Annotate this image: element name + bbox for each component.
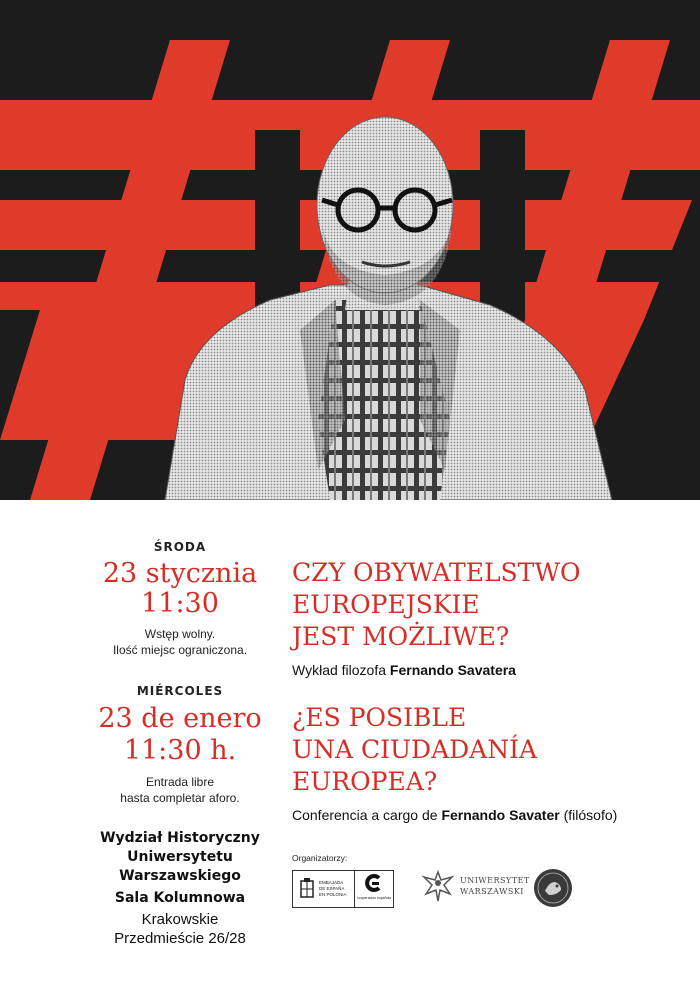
entry-note-pl-2: Ilość miejsc ograniczona. (112, 643, 248, 657)
embassy-line-1: EMBAJADA (319, 880, 344, 885)
cooperation-icon (364, 874, 382, 892)
entry-note-es-2: hasta completar aforo. (120, 791, 240, 805)
uw-name-line-1: UNIWERSYTET (460, 876, 530, 885)
subtitle-es (292, 807, 617, 823)
eagle-icon (420, 868, 456, 904)
venue-line-2: Uniwersytetu (127, 849, 233, 865)
subtitle-pl-prefix: Wykład filozofa (292, 662, 390, 678)
cooperation-label: cooperación española (357, 896, 392, 900)
venue-room: Sala Kolumnowa (114, 890, 246, 906)
hero-red-block-right (560, 130, 700, 170)
uw-name-line-2: WARSZAWSKI (460, 887, 524, 896)
venue-line-1: Wydział Historyczny (100, 830, 260, 846)
organizers-label: Organizatorzy: (292, 853, 348, 863)
time-es: 11:30 h. (123, 735, 237, 766)
hero-black-top (0, 0, 700, 100)
venue-street-1: Krakowskie (141, 911, 219, 928)
speaker-name-es: Fernando Savater (441, 807, 560, 823)
title-pl-line-1: CZY OBYWATELSTWO (292, 558, 581, 587)
embassy-line-2: DE ESPAÑA (319, 886, 345, 891)
title-pl-line-2: EUROPEJSKIE (292, 590, 480, 619)
day-label-es: MIÉRCOLES (136, 684, 224, 698)
spain-crest-icon (297, 878, 317, 900)
subtitle-pl (292, 662, 516, 678)
date-es: 23 de enero (98, 703, 262, 734)
embassy-line-3: EN POLONIA (319, 892, 347, 897)
entry-note-es-1: Entrada libre (145, 775, 215, 789)
title-es-line-3: EUROPEA? (292, 767, 438, 796)
embassy-logo (292, 870, 394, 908)
time-pl: 11:30 (141, 588, 219, 619)
faculty-seal-icon (533, 868, 573, 908)
date-pl: 23 stycznia (102, 558, 258, 589)
cooperation-logo (355, 871, 392, 907)
subtitle-es-suffix: (filósofo) (559, 807, 618, 823)
title-es-line-1: ¿ES POSIBLE (292, 703, 467, 732)
venue-line-3: Warszawskiego (119, 868, 241, 884)
title-es-line-2: UNA CIUDADANÍA (292, 735, 538, 764)
entry-note-pl-1: Wstęp wolny. (144, 627, 216, 641)
venue-street-2: Przedmieście 26/28 (114, 930, 246, 947)
title-pl-line-3: JEST MOŻLIWE? (292, 622, 510, 651)
embassy-logo-left (293, 871, 355, 907)
subtitle-es-prefix: Conferencia a cargo de (292, 807, 442, 823)
speaker-name-pl: Fernando Savatera (389, 662, 516, 678)
day-label-pl: ŚRODA (153, 540, 207, 554)
